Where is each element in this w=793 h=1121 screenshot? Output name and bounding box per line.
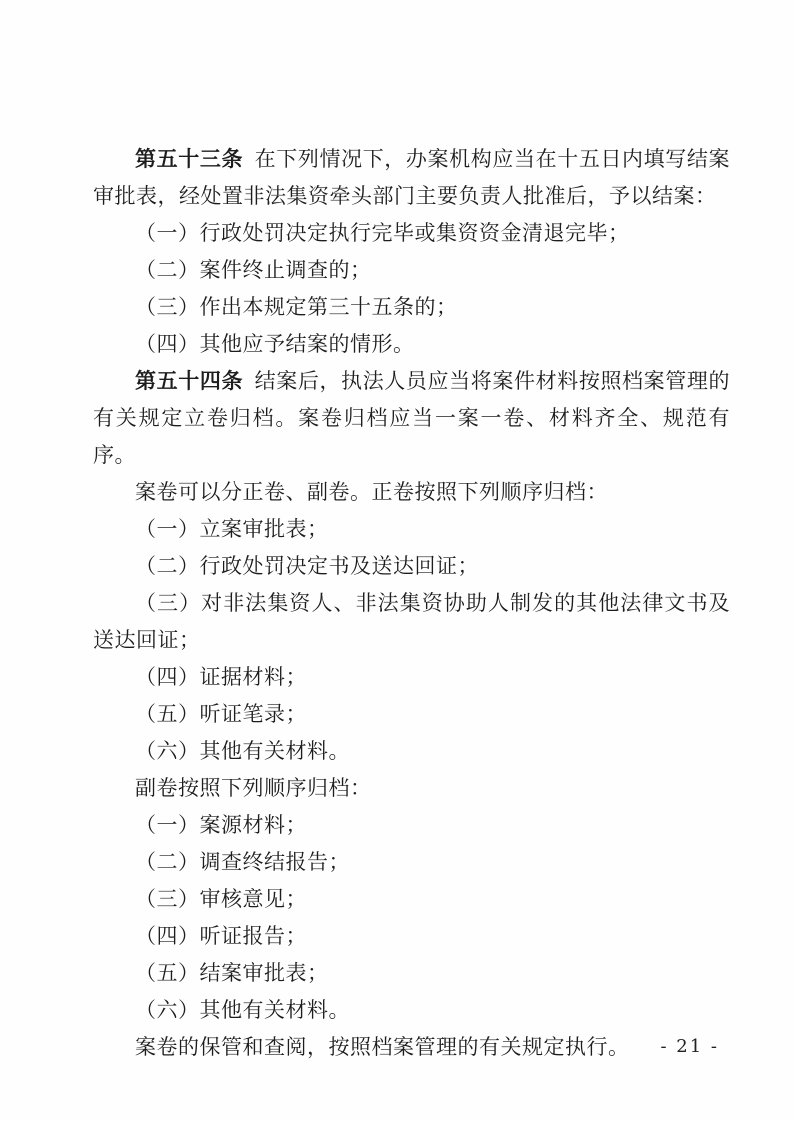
- paragraph-text: （五）结案审批表；: [135, 961, 329, 985]
- paragraph: [93, 733, 730, 770]
- paragraph-text: （六）其他有关材料。: [135, 998, 350, 1022]
- paragraph-text: （三）作出本规定第三十五条的；: [135, 295, 458, 319]
- paragraph-text: （四）听证报告；: [135, 924, 307, 948]
- paragraph: [93, 289, 730, 326]
- paragraph-text: （四）其他应予结案的情形。: [135, 332, 415, 356]
- paragraph: [93, 992, 730, 1029]
- paragraph-text: （二）案件终止调查的；: [135, 258, 372, 282]
- paragraph-text: 案卷的保管和查阅，按照档案管理的有关规定执行。: [135, 1035, 630, 1059]
- paragraph: [93, 955, 730, 992]
- paragraph: [93, 141, 730, 215]
- paragraph-text: 案卷可以分正卷、副卷。正卷按照下列顺序归档：: [135, 480, 608, 504]
- paragraph-text: （一）案源材料；: [135, 813, 307, 837]
- paragraph-text: （三）审核意见；: [135, 887, 307, 911]
- paragraph: [93, 548, 730, 585]
- paragraph-text: （一）立案审批表；: [135, 517, 329, 541]
- paragraph: [93, 1029, 730, 1066]
- article-number: 第五十四条: [135, 369, 244, 393]
- page-number: - 21 -: [660, 1036, 719, 1057]
- paragraph-text: （二）调查终结报告；: [135, 850, 350, 874]
- paragraph: [93, 326, 730, 363]
- paragraph-text: 结案后，执法人员应当将案件材料按照档案管理的有关规定立卷归档。案卷归档应当一案一卷、材料齐全、规范有序。: [93, 369, 731, 467]
- paragraph: [93, 807, 730, 844]
- paragraph: [93, 585, 730, 659]
- paragraph-text: （二）行政处罚决定书及送达回证；: [135, 554, 479, 578]
- paragraph-text: （五）听证笔录；: [135, 702, 307, 726]
- paragraph: [93, 363, 730, 474]
- paragraph-text: （三）对非法集资人、非法集资协助人制发的其他法律文书及送达回证；: [93, 591, 730, 652]
- paragraph-text: （六）其他有关材料。: [135, 739, 350, 763]
- paragraph: [93, 881, 730, 918]
- paragraph: [93, 770, 730, 807]
- paragraph: [93, 844, 730, 881]
- paragraph-text: （四）证据材料；: [135, 665, 307, 689]
- paragraph: [93, 918, 730, 955]
- paragraph: [93, 511, 730, 548]
- paragraph: [93, 252, 730, 289]
- article-number: 第五十三条: [135, 147, 244, 171]
- paragraph: [93, 215, 730, 252]
- paragraph-text: （一）行政处罚决定执行完毕或集资资金清退完毕；: [135, 221, 630, 245]
- paragraph: [93, 659, 730, 696]
- paragraph: [93, 474, 730, 511]
- document-body: [93, 141, 730, 1066]
- paragraph: [93, 696, 730, 733]
- paragraph-text: 在下列情况下，办案机构应当在十五日内填写结案审批表，经处置非法集资牵头部门主要负责人批准后，予以结案：: [93, 147, 731, 208]
- paragraph-text: 副卷按照下列顺序归档：: [135, 776, 372, 800]
